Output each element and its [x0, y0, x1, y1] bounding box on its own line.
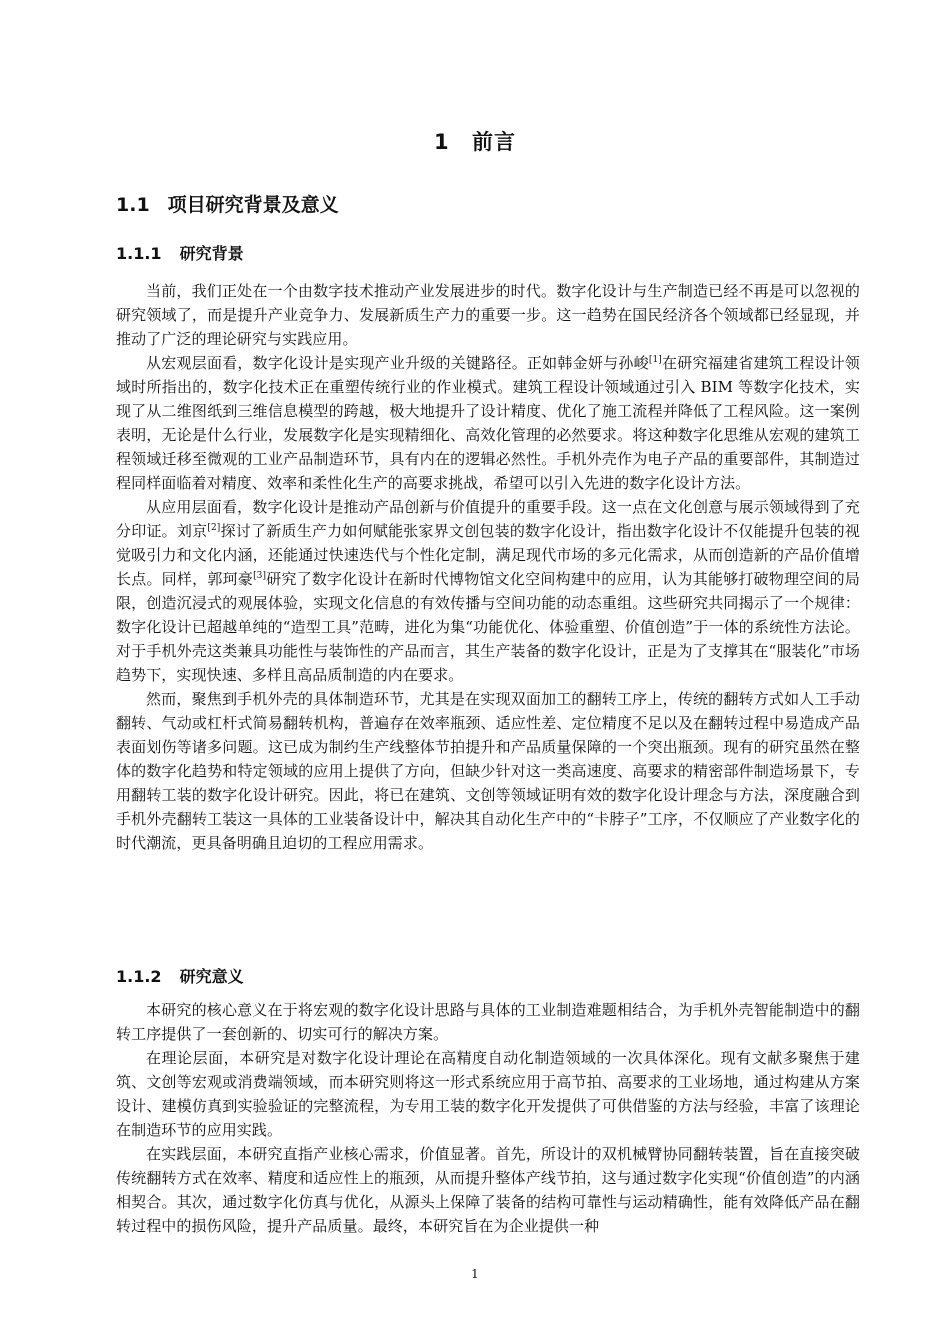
paragraph: [116, 1142, 860, 1238]
subsection-number: 1.1.2: [116, 967, 162, 986]
paragraph-text: 研究了数字化设计在新时代博物馆文化空间构建中的应用，认为其能够打破物理空间的局限，创造沉浸式的观展体验，实现文化信息的有效传播与空间功能的动态重组。这些研究共同揭示了一个规律：数字化设计已超越单纯的“造型工具”范畴，进化为集“功能优化、体验重塑、价值创造”于一体的系统性方法论。对于手机外壳这类兼具功能性与装饰性的产品而言，其生产装备的数字化设计，正是为了支撑其在“服装化”市场趋势下，实现快速、多样且高品质制造的内在要求。: [116, 570, 861, 684]
paragraph: [116, 351, 860, 495]
page-number: 1: [471, 1267, 479, 1281]
section-number: 1.1: [116, 194, 150, 216]
significance-body: [116, 998, 860, 1238]
subsection-title-text: 研究背景: [179, 244, 244, 263]
paragraph: [116, 495, 860, 687]
paragraph-text: 本研究的核心意义在于将宏观的数字化设计思路与具体的工业制造难题相结合，为手机外壳智能制造中的翻转工序提供了一套创新的、切实可行的解决方案。: [116, 1001, 860, 1043]
paragraph: [116, 687, 860, 855]
paragraph: [116, 1046, 860, 1142]
background-body: [116, 279, 860, 855]
citation-ref: [2]: [207, 523, 221, 533]
paragraph: [116, 998, 860, 1046]
subsection-title-text: 研究意义: [179, 967, 244, 986]
paragraph: [116, 279, 860, 351]
paragraph-text: 探讨了新质生产力如何赋能张家界文创包装的数字化设计，指出数字化设计不仅能提升包装的视觉吸引力和文化内涵，还能通过快速迭代与个性化定制，满足现代市场的多元化需求，从而创造新的产品价值增长点。同样，郭珂豪: [116, 522, 860, 588]
citation-ref: [1]: [648, 355, 662, 365]
paragraph-text: 从宏观层面看，数字化设计是实现产业升级的关键路径。正如韩金妍与孙峻: [146, 354, 649, 372]
paragraph-text: 当前，我们正处在一个由数字技术推动产业发展进步的时代。数字化设计与生产制造已经不再是可以忽视的研究领域了，而是提升产业竞争力、发展新质生产力的重要一步。这一趋势在国民经济各个领域都已经显现，并推动了广泛的理论研究与实践应用。: [116, 282, 860, 348]
subsection-number: 1.1.1: [116, 244, 162, 263]
section-heading: [116, 190, 339, 217]
paragraph-text: 从应用层面看，数字化设计是推动产品创新与价值提升的重要手段。这一点在文化创意与展示领域得到了充分印证。刘京: [116, 498, 860, 540]
citation-ref: [3]: [253, 571, 267, 581]
chapter-title: 1 前言: [434, 130, 516, 154]
subsection-heading-background: [116, 241, 244, 264]
paragraph-text: 在实践层面，本研究直指产业核心需求，价值显著。首先，所设计的双机械臂协同翻转装置，旨在直接突破传统翻转方式在效率、精度和适应性上的瓶颈，从而提升整体产线节拍，这与通过数字化实现“价值创造”的内涵相契合。其次，通过数字化仿真与优化，从源头上保障了装备的结构可靠性与运动精确性，能有效降低产品在翻转过程中的损伤风险，提升产品质量。最终，本研究旨在为企业提供一种: [116, 1145, 860, 1235]
paragraph-text: 在理论层面，本研究是对数字化设计理论在高精度自动化制造领域的一次具体深化。现有文献多聚焦于建筑、文创等宏观或消费端领域，而本研究则将这一形式系统应用于高节拍、高要求的工业场地，通过构建从方案设计、建模仿真到实验验证的完整流程，为专用工装的数字化开发提供了可供借鉴的方法与经验，丰富了该理论在制造环节的应用实践。: [116, 1049, 860, 1139]
section-title-text: 项目研究背景及意义: [167, 194, 339, 216]
paragraph-text: 在研究福建省建筑工程设计领域时所指出的，数字化技术正在重塑传统行业的作业模式。建筑工程设计领域通过引入 BIM 等数字化技术，实现了从二维图纸到三维信息模型的跨越，极大地提升了设计精度、优化了施工流程并降低了工程风险。这一案例表明，无论是什么行业，发展数字化是实现精细化、高效化管理的必然要求。将这种数字化思维从宏观的建筑工程领域迁移至微观的工业产品制造环节，具有内在的逻辑必然性。手机外壳作为电子产品的重要部件，其制造过程同样面临着对精度、效率和柔性化生产的高要求挑战，希望可以引入先进的数字化设计方法。: [116, 354, 860, 492]
paragraph-text: 然而，聚焦到手机外壳的具体制造环节，尤其是在实现双面加工的翻转工序上，传统的翻转方式如人工手动翻转、气动或杠杆式简易翻转机构，普遍存在效率瓶颈、适应性差、定位精度不足以及在翻转过程中易造成产品表面划伤等诸多问题。这已成为制约生产线整体节拍提升和产品质量保障的一个突出瓶颈。现有的研究虽然在整体的数字化趋势和特定领域的应用上提供了方向，但缺少针对这一类高速度、高要求的精密部件制造场景下，专用翻转工装的数字化设计研究。因此，将已在建筑、文创等领域证明有效的数字化设计理念与方法，深度融合到手机外壳翻转工装这一具体的工业装备设计中，解决其自动化生产中的“卡脖子”工序，不仅顺应了产业数字化的时代潮流，更具备明确且迫切的工程应用需求。: [116, 690, 860, 852]
subsection-heading-significance: [116, 964, 244, 987]
